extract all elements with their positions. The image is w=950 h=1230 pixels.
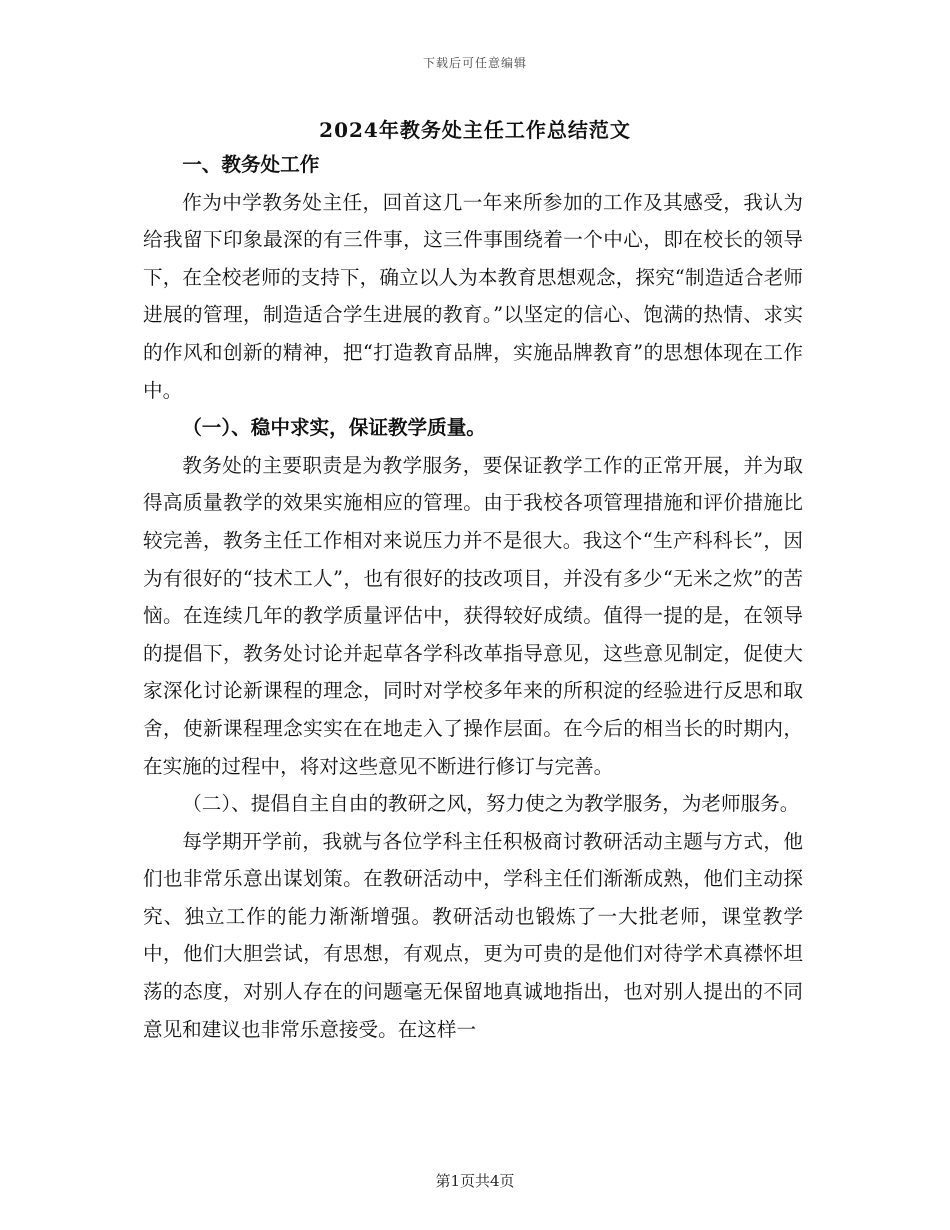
document-body	[143, 146, 803, 1048]
section-heading-1: 一、教务处工作	[182, 153, 320, 176]
paragraph-1: 作为中学教务处主任，回首这几一年来所参加的工作及其感受，我认为给我留下印象最深的有三件事，这三件事围绕着一个中心，即在校长的领导下，在全校老师的支持下，确立以人为本教育思想观念，探究“制造适合老师进展的管理，制造适合学生进展的教育。”以坚定的信心、饱满的热情、求实的作风和创新的精神，把“打造教育品牌，实施品牌教育”的思想体现在工作中。	[143, 190, 803, 402]
document-title: 2024年教务处主任工作总结范文	[319, 118, 631, 142]
header-note: 下载后可任意编辑	[422, 56, 527, 70]
page-footer: 第1页共4页	[435, 1172, 515, 1190]
subheading-1: （一）、稳中求实，保证教学质量。	[182, 416, 486, 440]
subheading-2: （二）、提倡自主自由的教研之风，努力使之为教学服务，为老师服务。	[182, 792, 800, 816]
paragraph-3: 每学期开学前，我就与各位学科主任积极商讨教研活动主题与方式，他们也非常乐意出谋划策。在教研活动中，学科主任们渐渐成熟，他们主动探究、独立工作的能力渐渐增强。教研活动也锻炼了一大批老师，课堂教学中，他们大胆尝试，有思想，有观点，更为可贵的是他们对待学术真襟怀坦荡的态度，对别人存在的问题毫无保留地真诚地指出，也对别人提出的不同意见和建议也非常乐意接受。在这样一	[143, 829, 803, 1041]
paragraph-2: 教务处的主要职责是为教学服务，要保证教学工作的正常开展，并为取得高质量教学的效果实施相应的管理。由于我校各项管理措施和评价措施比较完善，教务主任工作相对来说压力并不是很大。我这个“生产科科长”，因为有很好的“技术工人”，也有很好的技改项目，并没有多少“无米之炊”的苦恼。在连续几年的教学质量评估中，获得较好成绩。值得一提的是，在领导的提倡下，教务处讨论并起草各学科改革指导意见，这些意见制定，促使大家深化讨论新课程的理念，同时对学校多年来的所积淀的经验进行反思和取舍，使新课程理念实实在在地走入了操作层面。在今后的相当长的时期内，在实施的过程中，将对这些意见不断进行修订与完善。	[143, 453, 803, 778]
